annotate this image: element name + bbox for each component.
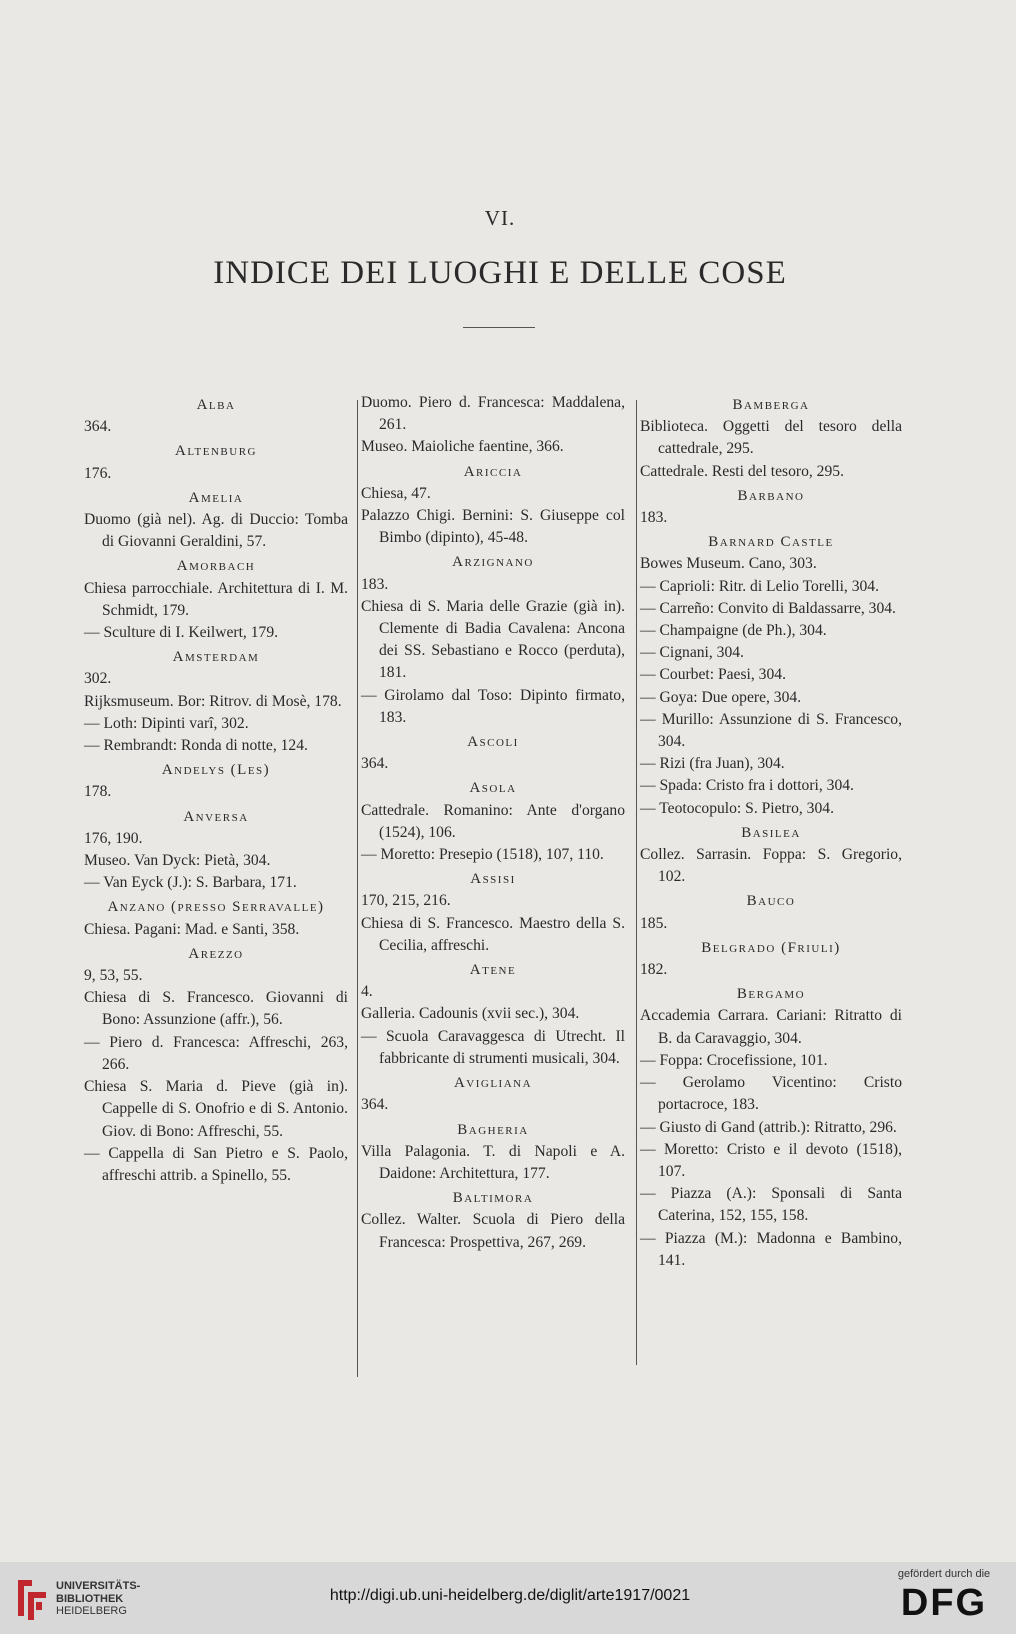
index-heading: Atene: [469, 962, 517, 979]
title-rule: [463, 327, 535, 328]
index-entry: — Girolamo dal Toso: Dipinto firmato, 183.: [361, 686, 625, 726]
index-heading: Assisi: [470, 871, 516, 888]
index-entry: — Piero d. Francesca: Affreschi, 263, 266.: [84, 1033, 348, 1073]
index-heading: Bagheria: [457, 1121, 529, 1138]
index-column-2: [361, 392, 625, 1254]
index-entry: Rijksmuseum. Bor: Ritrov. di Mosè, 178.: [84, 692, 342, 710]
index-heading: Amorbach: [176, 558, 256, 575]
index-entry: Cattedrale. Resti del tesoro, 295.: [640, 462, 844, 480]
column-separator: [357, 400, 358, 1377]
index-entry: Collez. Walter. Scuola di Piero della Francesca: Prospettiva, 267, 269.: [361, 1211, 625, 1251]
index-entry: — Gerolamo Vicentino: Cristo portacroce, 183.: [640, 1074, 902, 1114]
index-entry: Chiesa di S. Francesco. Giovanni di Bono: Assunzione (affr.), 56.: [84, 989, 348, 1029]
index-entry: Duomo (già nel). Ag. di Duccio: Tomba di Giovanni Geraldini, 57.: [84, 511, 348, 551]
index-entry: 302.: [84, 670, 112, 688]
index-heading: Alba: [196, 397, 236, 413]
index-heading: Belgrado (Friuli): [701, 939, 841, 956]
library-name-line: HEIDELBERG: [56, 1605, 127, 1617]
index-heading: Basilea: [741, 824, 801, 841]
index-entry: Chiesa di S. Maria delle Grazie (già in). Clemente di Badia Cavalena: Ancona dei SS. Sebastiano e Rocco (perduta), 181.: [361, 597, 625, 682]
index-heading: Amsterdam: [172, 649, 260, 666]
index-entry: — Sculture di I. Keilwert, 179.: [84, 624, 279, 642]
index-heading: Amelia: [188, 489, 244, 506]
index-entry: — Rizi (fra Juan), 304.: [640, 755, 785, 773]
column-separator: [636, 400, 637, 1365]
index-heading: Ascoli: [467, 734, 519, 751]
library-name-line: BIBLIOTHEK: [56, 1592, 124, 1605]
index-entry: — Loth: Dipinti varî, 302.: [84, 714, 249, 732]
permalink-url[interactable]: http://digi.ub.uni-heidelberg.de/diglit/arte1917/0021: [329, 1587, 691, 1604]
funding-notice: [884, 1568, 1004, 1624]
index-heading: Bauco: [746, 893, 796, 910]
index-entry: 9, 53, 55.: [84, 967, 143, 985]
index-column-1: [84, 392, 348, 1187]
index-entry: Museo. Van Dyck: Pietà, 304.: [84, 852, 271, 870]
index-heading: Anzano (presso Serravalle): [107, 899, 325, 916]
index-heading: Ariccia: [463, 463, 523, 480]
index-entry: Biblioteca. Oggetti del tesoro della cattedrale, 295.: [640, 418, 902, 458]
index-heading: Barbano: [737, 487, 805, 504]
index-entry: Bowes Museum. Cano, 303.: [640, 555, 817, 573]
index-entry: 176, 190.: [84, 829, 143, 847]
index-entry: — Moretto: Cristo e il devoto (1518), 107.: [640, 1140, 902, 1180]
index-entry: Chiesa S. Maria d. Pieve (già in). Cappelle di S. Onofrio e di S. Antonio. Giov. di Bono: Affreschi, 55.: [84, 1078, 348, 1140]
index-entry: Cattedrale. Romanino: Ante d'organo (1524), 106.: [361, 801, 625, 841]
index-entry: 182.: [640, 961, 668, 979]
funding-caption: gefördert durch die: [897, 1568, 991, 1580]
index-entry: Duomo. Piero d. Francesca: Maddalena, 261.: [361, 394, 625, 434]
index-entry: Chiesa parrocchiale. Architettura di I. M. Schmidt, 179.: [84, 579, 348, 619]
index-entry: — Goya: Due opere, 304.: [640, 688, 802, 706]
page-number: VI.: [484, 206, 516, 230]
index-entry: Chiesa di S. Francesco. Maestro della S. Cecilia, affreschi.: [361, 914, 625, 954]
index-entry: — Teotocopulo: S. Pietro, 304.: [640, 799, 834, 817]
index-entry: — Cappella di San Pietro e S. Paolo, affreschi attrib. a Spinello, 55.: [84, 1144, 348, 1184]
index-entry: — Scuola Caravaggesca di Utrecht. Il fabbricante di strumenti musicali, 304.: [361, 1027, 625, 1067]
index-entry: 183.: [361, 575, 389, 593]
index-heading: Andelys (Les): [161, 762, 271, 779]
index-entry: 183.: [640, 509, 668, 527]
index-heading: Avigliana: [453, 1075, 533, 1092]
index-entry: — Caprioli: Ritr. di Lelio Torelli, 304.: [640, 577, 880, 595]
index-heading: Arezzo: [188, 945, 244, 962]
index-entry: — Giusto di Gand (attrib.): Ritratto, 296.: [640, 1118, 897, 1136]
index-entry: Collez. Sarrasin. Foppa: S. Gregorio, 102.: [640, 846, 902, 886]
index-entry: 176.: [84, 464, 112, 482]
index-entry: — Cignani, 304.: [640, 644, 744, 662]
index-entry: — Murillo: Assunzione di S. Francesco, 304.: [640, 710, 902, 751]
index-entry: 364.: [84, 418, 112, 436]
library-emblem-icon: [12, 1576, 52, 1622]
index-entry: 4.: [361, 983, 373, 1001]
index-heading: Bamberga: [732, 397, 810, 413]
index-heading: Anversa: [183, 808, 249, 825]
index-heading: Asola: [469, 780, 517, 797]
footer-bar: [0, 1562, 1016, 1634]
index-heading: Baltimora: [452, 1190, 534, 1207]
index-entry: — Courbet: Paesi, 304.: [640, 666, 786, 684]
index-entry: — Piazza (A.): Sponsali di Santa Caterina, 152, 155, 158.: [640, 1185, 902, 1225]
index-heading: Altenburg: [175, 443, 257, 460]
index-entry: 185.: [640, 914, 668, 932]
index-entry: — Champaigne (de Ph.), 304.: [640, 622, 827, 640]
library-name: [56, 1580, 176, 1618]
index-heading: Bergamo: [736, 986, 806, 1003]
index-entry: — Van Eyck (J.): S. Barbara, 171.: [84, 874, 297, 892]
index-entry: Chiesa, 47.: [361, 484, 431, 502]
index-entry: 170, 215, 216.: [361, 892, 451, 910]
index-entry: 178.: [84, 783, 112, 801]
index-entry: — Moretto: Presepio (1518), 107, 110.: [361, 846, 604, 864]
index-heading: Arzignano: [452, 554, 534, 571]
index-entry: Palazzo Chigi. Bernini: S. Giuseppe col Bimbo (dipinto), 45-48.: [361, 507, 625, 547]
index-entry: Galleria. Cadounis (xvii sec.), 304.: [361, 1005, 580, 1023]
index-entry: — Spada: Cristo fra i dottori, 304.: [640, 777, 854, 795]
index-entry: — Foppa: Crocefissione, 101.: [640, 1051, 828, 1069]
index-entry: Accademia Carrara. Cariani: Ritratto di B. da Caravaggio, 304.: [640, 1007, 902, 1047]
index-entry: Villa Palagonia. T. di Napoli e A. Daidone: Architettura, 177.: [361, 1142, 625, 1182]
index-heading: Barnard Castle: [708, 534, 834, 551]
index-entry: — Rembrandt: Ronda di notte, 124.: [84, 737, 308, 755]
index-entry: 364.: [361, 1096, 389, 1114]
index-entry: Museo. Maioliche faentine, 366.: [361, 438, 564, 456]
index-entry: — Carreño: Convito di Baldassarre, 304.: [640, 599, 896, 617]
index-entry: 364.: [361, 755, 389, 773]
library-name-line: UNIVERSITÄTS-: [56, 1580, 141, 1592]
library-logo[interactable]: [12, 1572, 172, 1626]
index-entry: Chiesa. Pagani: Mad. e Santi, 358.: [84, 920, 300, 938]
index-column-3: [640, 392, 902, 1272]
page-title: INDICE DEI LUOGHI E DELLE COSE: [213, 255, 787, 291]
index-entry: — Piazza (M.): Madonna e Bambino, 141.: [640, 1229, 902, 1269]
dfg-logo[interactable]: DFG: [900, 1582, 988, 1624]
